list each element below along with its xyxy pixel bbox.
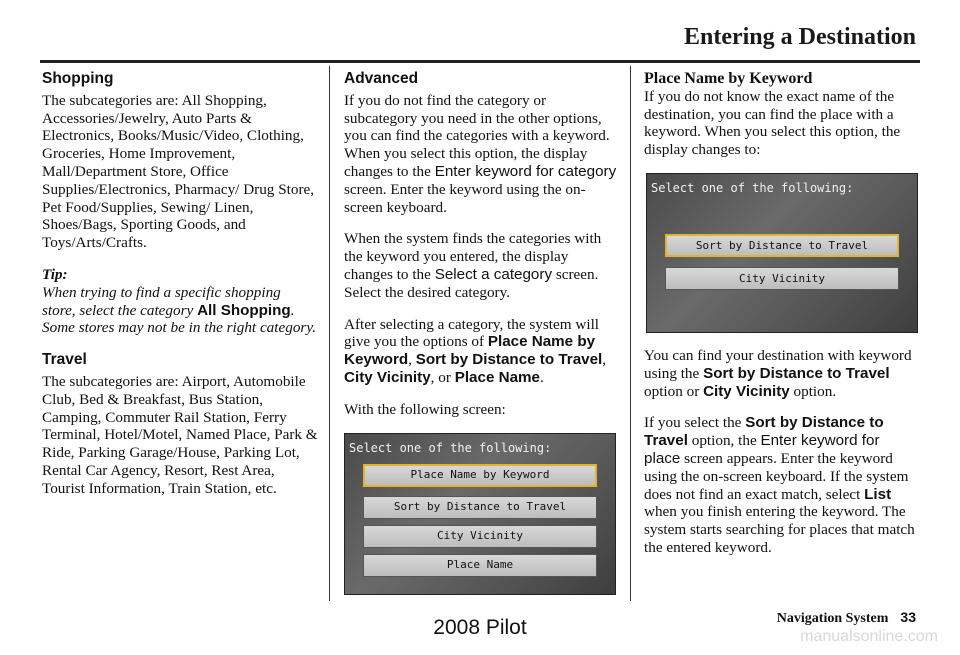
title-rule <box>40 60 920 63</box>
advanced-heading: Advanced <box>344 70 419 87</box>
term-enter-keyword-category: Enter keyword for category <box>434 162 617 180</box>
column-middle <box>344 68 618 609</box>
tip-heading: Tip: <box>42 265 68 283</box>
nav-screen-two-options <box>646 173 918 333</box>
option-city-vicinity[interactable]: City Vicinity <box>363 525 597 548</box>
page-title: Entering a Destination <box>683 24 916 50</box>
keyword-paragraph-3: If you select the Sort by Distance to Travel option, the Enter keyword for place screen appears. Enter the keyword using the on-screen keyboard. If the system does not find an exact match, select List when you finish entering the keyword. The system starts searching for places that match the entered keyword. <box>644 414 915 556</box>
keyword-paragraph-1: If you do not know the exact name of the destination, you can find the place with a keyword. When you select this option, the display changes to: <box>644 87 901 159</box>
option-city-vicinity[interactable]: City Vicinity <box>665 267 899 290</box>
footer-section: Navigation System 33 <box>776 609 916 626</box>
watermark: manualsonline.com <box>800 628 938 645</box>
column-divider <box>630 66 631 601</box>
shopping-heading: Shopping <box>42 70 114 87</box>
shopping-text: The subcategories are: All Shopping, Accessories/Jewelry, Auto Parts & Electronics, Books/Music/Video, Clothing, Groceries, Home Improvement, Mall/Department Store, Office Supplies/Electronics, Pharmacy/ Drug Store, Pet Food/Supplies, Sewing/ Linen, Shoes/Bags, Sporting Goods, and Toys/Arts/Crafts. <box>42 91 315 252</box>
travel-text: The subcategories are: Airport, Automobile Club, Bed & Breakfast, Bus Station, Camping, Commuter Rail Station, Ferry Terminal, Hotel/Motel, Named Place, Park & Ride, Parking Garage/House, Parking Lot, Rental Car Agency, Resort, Rest Area, Tourist Information, Train Station, etc. <box>42 372 318 497</box>
model-year-label: 2008 Pilot <box>433 616 527 639</box>
advanced-paragraph-1: If you do not find the category or subcategory you need in the other options, you can find the categories with a keyword. When you select this option, the display changes to the Enter keyword for category screen. Enter the keyword using the on-screen keyboard. <box>344 91 617 216</box>
option-sort-by-distance[interactable]: Sort by Distance to Travel <box>363 496 597 519</box>
nav-screen-four-options <box>344 433 616 595</box>
option-sort-by-distance[interactable]: Sort by Distance to Travel <box>665 234 899 257</box>
tip-term: All Shopping <box>197 301 291 319</box>
advanced-paragraph-4: With the following screen: <box>344 400 506 418</box>
option-place-name[interactable]: Place Name <box>363 554 597 577</box>
screen-header: Select one of the following: <box>651 180 854 195</box>
advanced-paragraph-2: When the system finds the categories with the keyword you entered, the display changes to the Select a category screen. Select the desired category. <box>344 230 602 301</box>
page-number: 33 <box>900 609 916 625</box>
keyword-paragraph-2: You can find your destination with keyword using the Sort by Distance to Travel option or City Vicinity option. <box>644 346 912 400</box>
term-select-category: Select a category <box>434 265 553 283</box>
travel-heading: Travel <box>42 351 87 369</box>
tip-text: When trying to find a specific shopping store, select the category All Shopping. Some stores may not be in the right category. <box>42 283 317 337</box>
column-divider <box>329 66 330 601</box>
advanced-paragraph-3: After selecting a category, the system will give you the options of Place Name by Keyword, Sort by Distance to Travel, City Vicinity, or Place Name. <box>344 315 607 386</box>
screen-header: Select one of the following: <box>349 440 552 455</box>
option-place-name-by-keyword[interactable]: Place Name by Keyword <box>363 464 597 487</box>
column-left <box>42 68 318 512</box>
place-name-keyword-heading: Place Name by Keyword <box>644 70 813 87</box>
column-right <box>644 68 920 571</box>
